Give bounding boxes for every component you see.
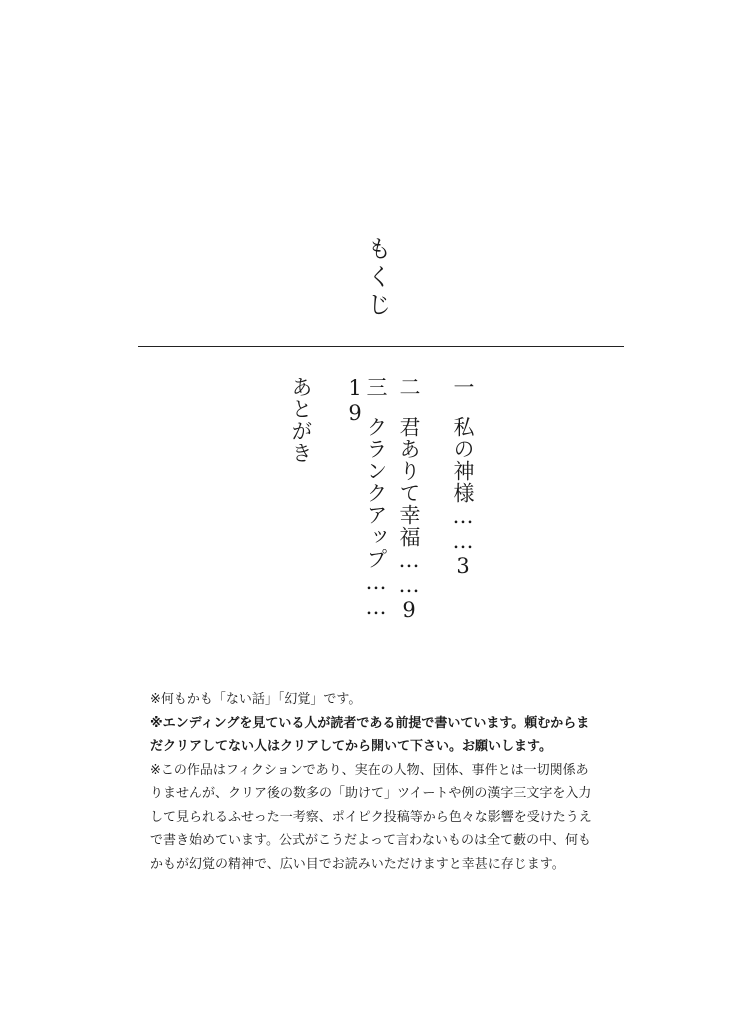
toc-entry-3[interactable] <box>344 376 386 620</box>
note-line: ※この作品はフィクションであり、実在の人物、団体、事件とは一切関係ありませんが、クリア後の数多の「助けて」ツイートや例の漢字三文字を入力して見られるふせった一考察、ポイピク投稿等から色々な影響を受けたうえで書き始めています。公式がこうだよって言わないものは全て藪の中、何もかもが幻覚の精神で、広い目でお読みいただけますと幸甚に存じます。 <box>150 762 592 872</box>
toc-entry-2[interactable] <box>398 376 419 623</box>
toc-entry-title: 君ありて幸福 <box>397 416 421 548</box>
toc-entry-leader: …… <box>364 570 388 620</box>
toc-entry-leader: …… <box>451 504 475 554</box>
toc-entry-number: 三 <box>364 376 388 398</box>
toc-title: もくじ <box>363 236 391 320</box>
toc-entry-number: 二 <box>397 376 421 398</box>
toc-entry-page: 3 <box>451 554 475 579</box>
toc-entry-page: 19 <box>343 376 367 426</box>
toc-entry-page: 9 <box>397 598 421 623</box>
toc-entry-title: クランクアップ <box>364 416 388 570</box>
divider-line <box>138 346 624 347</box>
toc-entry-title: あとがき <box>289 376 313 464</box>
toc-entry-leader: …… <box>397 548 421 598</box>
toc-entry-afterword[interactable] <box>290 376 311 464</box>
toc-entry-title: 私の神様 <box>451 416 475 504</box>
toc-entry-number: 一 <box>451 376 475 398</box>
note-line: ※何もかも「ない話」「幻覚」です。 <box>150 692 362 707</box>
toc-entry-1[interactable] <box>452 376 473 579</box>
note-line-bold: ※エンディングを見ている人が読者である前提で書いています。頼むからまだクリアしてない人はクリアしてから開いて下さい。お願いします。 <box>150 715 590 754</box>
notes-block <box>150 688 600 876</box>
